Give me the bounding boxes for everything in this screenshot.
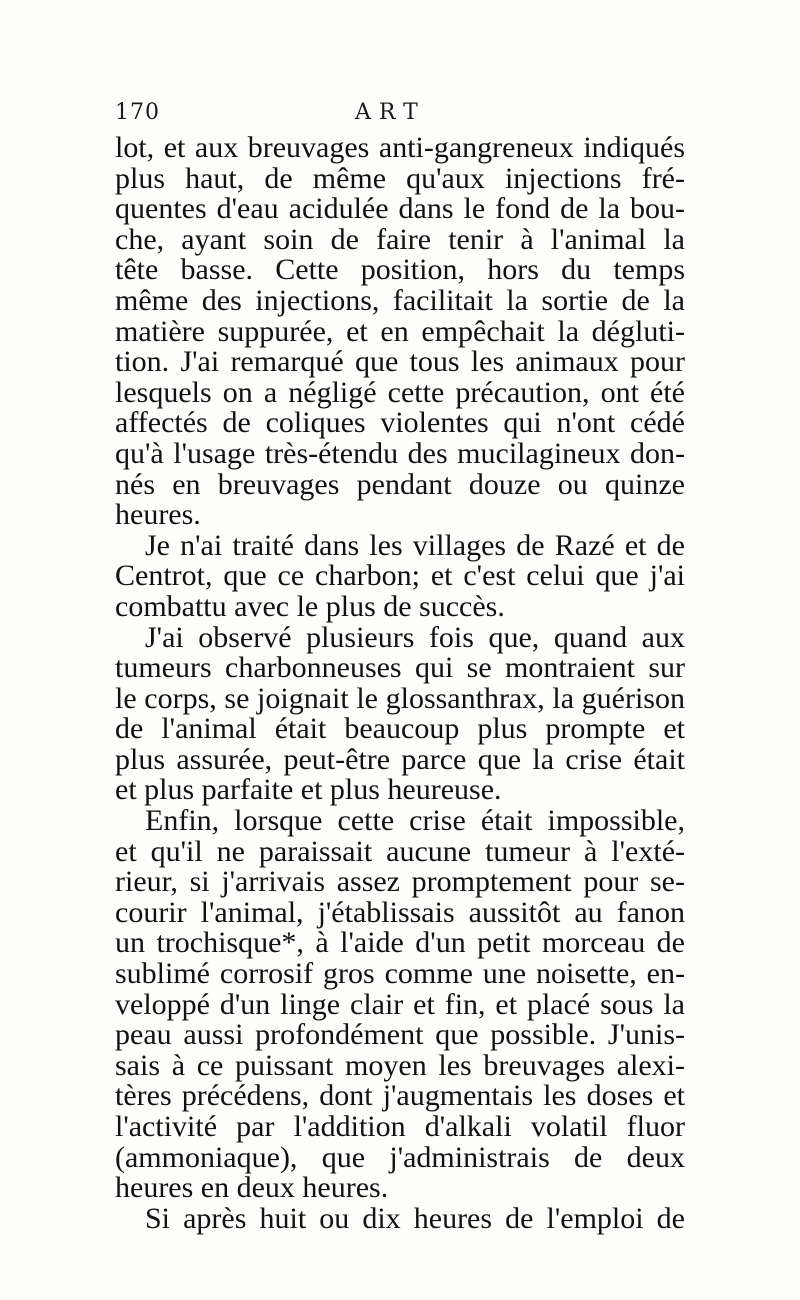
- text-line: qu'à l'usage très-étendu des mucilagineux don-: [115, 436, 685, 470]
- page-number: 170: [115, 100, 160, 125]
- text-line: (ammoniaque), que j'administrais de deux: [115, 1140, 685, 1174]
- text-line: sublimé corrosif gros comme une noisette, en-: [115, 957, 685, 991]
- text-line: heures.: [115, 498, 201, 532]
- text-line: sais à ce puissant moyen les breuvages alexi-: [115, 1048, 685, 1082]
- text-line: che, ayant soin de faire tenir à l'animal la: [115, 222, 685, 256]
- text-line: rieur, si j'arrivais assez promptement pour se-: [115, 865, 685, 899]
- paragraph-start: Enfin, lorsque cette crise était impossible,: [145, 804, 685, 838]
- text-line: tion. J'ai remarqué que tous les animaux pour: [115, 345, 685, 379]
- paragraph-start: J'ai observé plusieurs fois que, quand aux: [145, 620, 685, 654]
- text-line: et plus parfaite et plus heureuse.: [115, 773, 502, 807]
- text-line: quentes d'eau acidulée dans le fond de la bou-: [115, 192, 685, 226]
- text-line: tères précédens, dont j'augmentais les doses et: [115, 1079, 685, 1113]
- text-line: combattu avec le plus de succès.: [115, 589, 505, 623]
- text-line: peau aussi profondément que possible. J'unis-: [115, 1018, 685, 1052]
- text-line: de l'animal était beaucoup plus prompte et: [115, 712, 685, 746]
- text-line: même des injections, facilitait la sortie de la: [115, 283, 685, 317]
- running-head: [115, 100, 685, 130]
- text-line: et qu'il ne paraissait aucune tumeur à l'exté-: [115, 834, 685, 868]
- text-line: courir l'animal, j'établissais aussitôt au fanon: [115, 895, 685, 929]
- text-line: matière suppurée, et en empêchait la dégluti-: [115, 314, 685, 348]
- text-line: nés en breuvages pendant douze ou quinze: [115, 467, 685, 501]
- text-line: tumeurs charbonneuses qui se montraient sur: [115, 651, 685, 685]
- text-line: Centrot, que ce charbon; et c'est celui que j'ai: [115, 559, 685, 593]
- text-line: lesquels on a négligé cette précaution, ont été: [115, 375, 685, 409]
- text-line: l'activité par l'addition d'alkali volatil fluor: [115, 1110, 685, 1143]
- text-line: tête basse. Cette position, hors du temps: [115, 253, 685, 287]
- text-line: heures en deux heures.: [115, 1171, 389, 1205]
- text-line: lot, et aux breuvages anti-gangreneux indiqués: [115, 131, 685, 164]
- text-line: veloppé d'un linge clair et fin, et placé sous la: [115, 987, 685, 1021]
- text-line: plus haut, de même qu'aux injections fré-: [115, 161, 685, 195]
- text-line: affectés de coliques violentes qui n'ont cédé: [115, 406, 685, 440]
- running-title: ART: [355, 100, 426, 125]
- text-line: le corps, se joignait le glossanthrax, la guérison: [115, 681, 685, 715]
- paragraph-start: Je n'ai traité dans les villages de Razé et de: [145, 528, 685, 562]
- paragraph-start: Si après huit ou dix heures de l'emploi de: [145, 1201, 685, 1235]
- body-text: [115, 133, 685, 1234]
- text-line: un trochisque*, à l'aide d'un petit morceau de: [115, 926, 685, 960]
- text-line: plus assurée, peut-être parce que la crise était: [115, 742, 685, 776]
